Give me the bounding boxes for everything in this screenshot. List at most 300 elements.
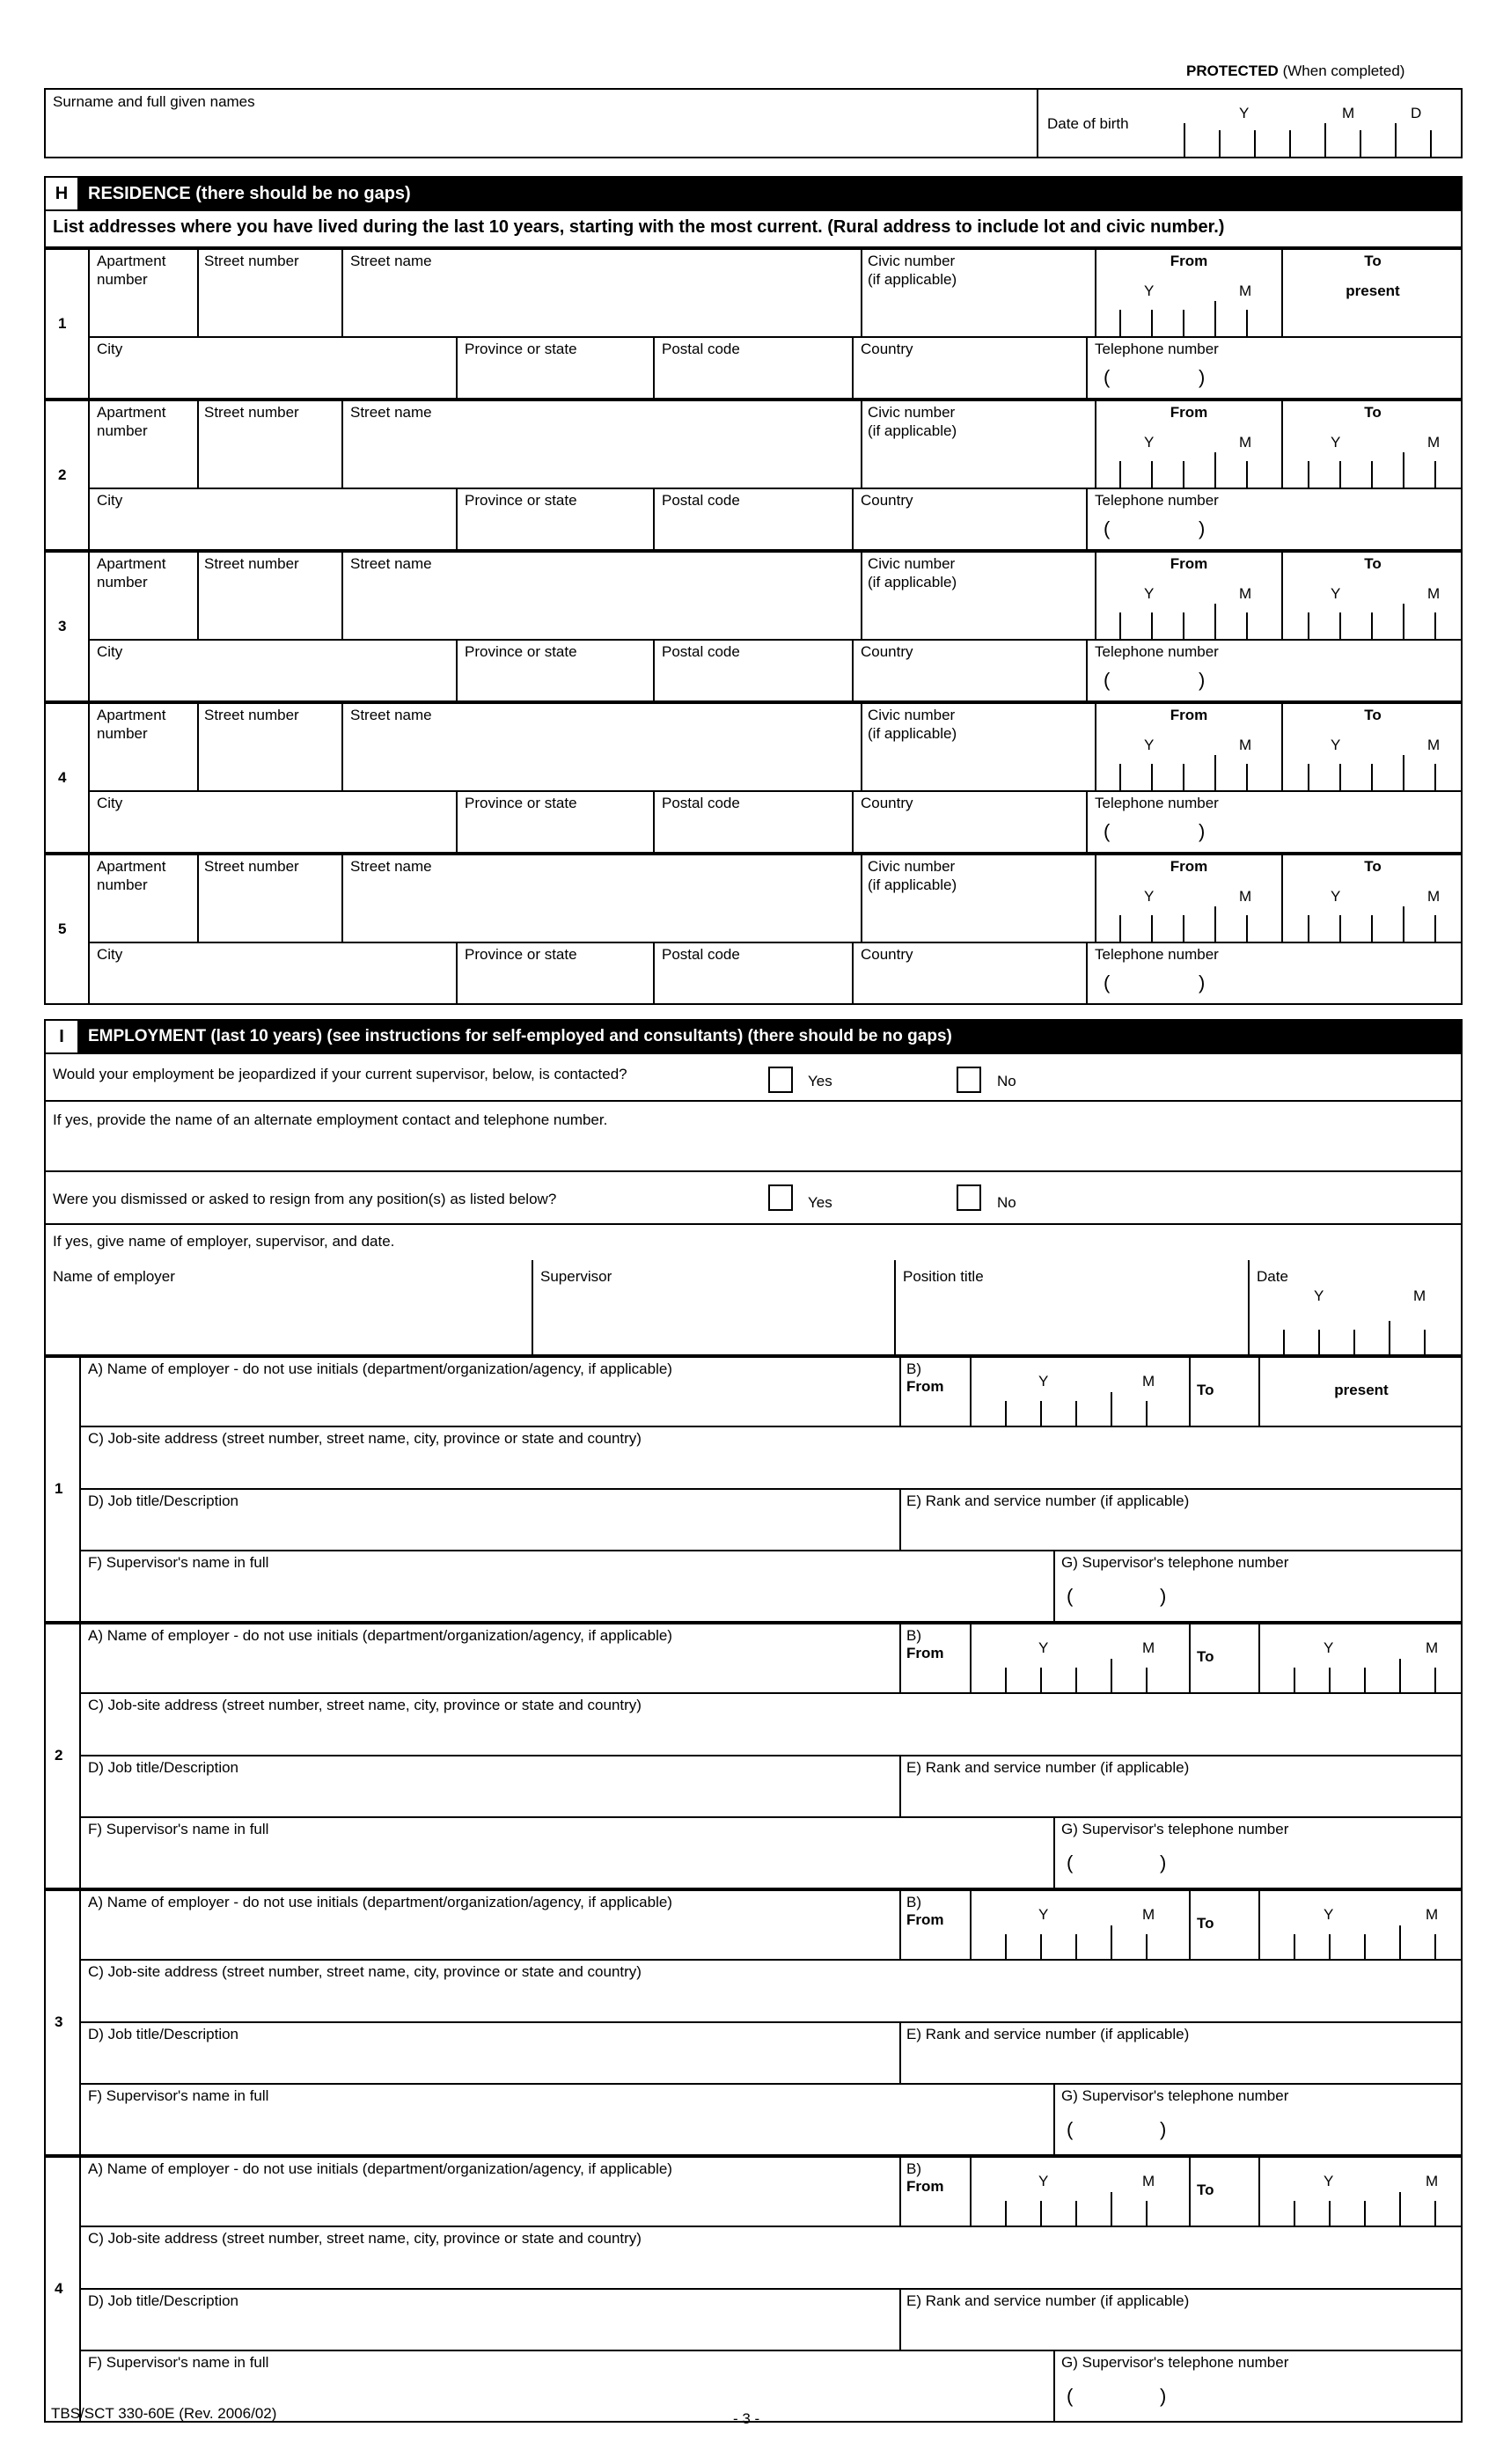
divider xyxy=(88,702,90,854)
from-label: From xyxy=(906,2178,944,2195)
date-digit-divider xyxy=(1430,130,1432,158)
from-label: From xyxy=(1170,858,1208,875)
apartment-number-field[interactable] xyxy=(92,593,194,635)
postal-code-label: Postal code xyxy=(662,946,740,963)
street-number-field[interactable] xyxy=(201,727,338,787)
divider xyxy=(79,2350,1463,2351)
postal-code-label: Postal code xyxy=(662,795,740,811)
job-site-address-label: C) Job-site address (street number, street name, city, province or state and country) xyxy=(88,1963,642,1980)
to-label: To xyxy=(1364,253,1382,269)
civic-number-label: Civic number xyxy=(868,707,956,723)
area-code-close: ) xyxy=(1199,517,1206,539)
postal-code-label: Postal code xyxy=(662,643,740,660)
date-digit-divider xyxy=(1395,123,1397,158)
divider xyxy=(79,1816,1463,1818)
rank-service-number-field[interactable] xyxy=(903,1779,1457,1815)
divider xyxy=(456,336,458,400)
city-field[interactable] xyxy=(92,815,452,850)
divider xyxy=(1053,1816,1055,1889)
area-code-close: ) xyxy=(1199,820,1206,842)
from-label: B) xyxy=(906,1360,921,1377)
from-date-field[interactable] xyxy=(973,1382,1186,1423)
province-field[interactable] xyxy=(459,966,649,1001)
year-label: Y xyxy=(1331,434,1341,451)
rank-service-number-label: E) Rank and service number (if applicable) xyxy=(906,2026,1190,2042)
apartment-number-field[interactable] xyxy=(92,290,194,333)
job-site-address-field[interactable] xyxy=(84,1450,1457,1485)
jeopardized-yes-checkbox[interactable] xyxy=(768,1067,793,1093)
year-label: Y xyxy=(1331,737,1341,753)
rank-service-number-label: E) Rank and service number (if applicable) xyxy=(906,1492,1190,1509)
month-label: M xyxy=(1142,1906,1155,1923)
employer-name-field[interactable] xyxy=(84,1381,896,1423)
divider xyxy=(1086,336,1088,400)
street-number-field[interactable] xyxy=(201,424,338,484)
to-date-field[interactable] xyxy=(1287,751,1459,788)
job-site-address-field[interactable] xyxy=(84,2250,1457,2285)
divider xyxy=(1037,88,1038,158)
protected-label: PROTECTED xyxy=(1186,62,1279,79)
divider xyxy=(456,790,458,854)
street-number-field[interactable] xyxy=(201,273,338,333)
civic-number-field[interactable] xyxy=(864,442,1091,484)
divider xyxy=(861,702,862,790)
year-label: Y xyxy=(1324,1906,1334,1923)
city-field[interactable] xyxy=(92,512,452,547)
row-number: 4 xyxy=(55,2280,63,2297)
divider xyxy=(1258,2156,1260,2226)
street-name-label: Street name xyxy=(350,253,432,269)
street-name-field[interactable] xyxy=(345,727,857,787)
telephone-field[interactable] xyxy=(1091,363,1459,398)
province-field[interactable] xyxy=(459,361,649,396)
street-number-field[interactable] xyxy=(201,878,338,938)
divider xyxy=(1086,639,1088,702)
street-name-label: Street name xyxy=(350,707,432,723)
apartment-number-label: number xyxy=(97,574,148,590)
province-field[interactable] xyxy=(459,664,649,699)
job-title-label: D) Job title/Description xyxy=(88,2026,239,2042)
date-digit-divider xyxy=(1360,130,1361,158)
from-date-field[interactable] xyxy=(973,1916,1186,1956)
divider xyxy=(88,854,90,1005)
street-name-field[interactable] xyxy=(345,273,857,333)
to-label: To xyxy=(1197,2182,1214,2198)
no-label: No xyxy=(997,1073,1016,1089)
divider xyxy=(1189,1889,1191,1959)
rank-service-number-field[interactable] xyxy=(903,2046,1457,2081)
province-field[interactable] xyxy=(459,512,649,547)
city-label: City xyxy=(97,643,123,660)
area-code-close: ) xyxy=(1160,2385,1167,2407)
street-number-label: Street number xyxy=(204,858,299,875)
from-date-field[interactable] xyxy=(1100,599,1276,636)
divider xyxy=(852,488,854,551)
section-letter: H xyxy=(46,178,77,209)
civic-number-label: (if applicable) xyxy=(868,574,957,590)
section-i-header xyxy=(44,1019,1463,1054)
country-field[interactable] xyxy=(855,361,1082,396)
employer-name-field[interactable] xyxy=(84,2181,896,2223)
month-label: M xyxy=(1142,1639,1155,1656)
apartment-number-field[interactable] xyxy=(92,896,194,938)
telephone-label: Telephone number xyxy=(1095,492,1219,509)
month-label: M xyxy=(1239,737,1252,753)
street-number-field[interactable] xyxy=(201,576,338,635)
to-date-field[interactable] xyxy=(1262,1649,1459,1690)
postal-code-field[interactable] xyxy=(656,361,848,396)
to-label: To xyxy=(1364,555,1382,572)
area-code-open: ( xyxy=(1104,669,1111,691)
divider xyxy=(88,790,1463,792)
telephone-label: Telephone number xyxy=(1095,946,1219,963)
to-date-field[interactable] xyxy=(1287,448,1459,485)
divider xyxy=(79,2226,1463,2227)
divider xyxy=(1189,1623,1191,1692)
employer-name-field[interactable] xyxy=(84,1647,896,1690)
apartment-number-field[interactable] xyxy=(92,442,194,484)
surname-field[interactable] xyxy=(48,113,1034,157)
divider xyxy=(532,1260,533,1356)
divider xyxy=(1086,488,1088,551)
telephone-field[interactable] xyxy=(1091,665,1459,700)
divider xyxy=(79,1692,1463,1694)
row-number: 4 xyxy=(58,769,67,786)
alternate-contact-field[interactable] xyxy=(48,1131,1456,1168)
row-number: 1 xyxy=(58,315,67,332)
from-date-field[interactable] xyxy=(973,1649,1186,1690)
supervisor-telephone-label: G) Supervisor's telephone number xyxy=(1061,2354,1289,2371)
divider xyxy=(970,1356,972,1426)
city-label: City xyxy=(97,946,123,963)
from-date-field[interactable] xyxy=(1100,448,1276,485)
divider xyxy=(79,1426,1463,1427)
employer-name-label: A) Name of employer - do not use initials (department/organization/agency, if applicable) xyxy=(88,1627,672,1644)
date-month-label: M xyxy=(1413,1287,1426,1304)
divider xyxy=(861,400,862,488)
divider xyxy=(970,2156,972,2226)
apartment-number-label: Apartment xyxy=(97,555,166,572)
street-number-label: Street number xyxy=(204,555,299,572)
date-digit-divider xyxy=(1353,1330,1355,1356)
divider xyxy=(1189,1356,1191,1426)
divider xyxy=(456,488,458,551)
civic-number-label: (if applicable) xyxy=(868,876,957,893)
country-label: Country xyxy=(861,341,913,357)
street-name-field[interactable] xyxy=(345,878,857,938)
to-date-field[interactable] xyxy=(1262,2182,1459,2223)
apartment-number-label: number xyxy=(97,422,148,439)
job-site-address-label: C) Job-site address (street number, street name, city, province or state and country) xyxy=(88,1697,642,1713)
divider xyxy=(861,551,862,639)
from-date-field[interactable] xyxy=(1100,902,1276,939)
civic-number-label: Civic number xyxy=(868,555,956,572)
job-title-field[interactable] xyxy=(84,2046,896,2081)
from-date-field[interactable] xyxy=(1100,751,1276,788)
from-label: From xyxy=(1170,253,1208,269)
divider xyxy=(456,639,458,702)
postal-code-field[interactable] xyxy=(656,512,848,547)
job-site-address-label: C) Job-site address (street number, street name, city, province or state and country) xyxy=(88,2230,642,2247)
to-label: To xyxy=(1364,858,1382,875)
divider xyxy=(197,551,199,639)
divider xyxy=(456,942,458,1005)
street-number-label: Street number xyxy=(204,404,299,421)
supervisor-name-field[interactable] xyxy=(84,1574,1049,1620)
job-title-field[interactable] xyxy=(84,1513,896,1548)
from-date-field[interactable] xyxy=(1100,297,1276,334)
divider xyxy=(970,1623,972,1692)
section-title: EMPLOYMENT (last 10 years) (see instructions for self-employed and consultants) (there should be no gaps) xyxy=(88,1027,952,1045)
apartment-number-label: number xyxy=(97,876,148,893)
divider xyxy=(1086,790,1088,854)
date-digit-divider xyxy=(1389,1321,1390,1356)
month-label: M xyxy=(1427,434,1441,451)
divider xyxy=(1053,2350,1055,2423)
alternate-contact-label: If yes, provide the name of an alternate employment contact and telephone number. xyxy=(53,1111,608,1128)
postal-code-field[interactable] xyxy=(656,664,848,699)
from-date-field[interactable] xyxy=(973,2182,1186,2223)
month-label: M xyxy=(1427,585,1441,602)
row-number: 2 xyxy=(55,1747,63,1764)
year-label: Y xyxy=(1324,1639,1334,1656)
from-label: From xyxy=(1170,707,1208,723)
dismissed-supervisor-field[interactable] xyxy=(537,1289,889,1353)
employer-name-label: A) Name of employer - do not use initials (department/organization/agency, if applicable) xyxy=(88,2160,672,2177)
civic-number-field[interactable] xyxy=(864,744,1091,787)
divider xyxy=(852,336,854,400)
job-title-label: D) Job title/Description xyxy=(88,1492,239,1509)
to-label: To xyxy=(1364,404,1382,421)
row-number: 3 xyxy=(55,2013,63,2030)
divider xyxy=(899,1356,901,1426)
divider xyxy=(88,488,1463,489)
to-date-field[interactable] xyxy=(1287,599,1459,636)
month-label: M xyxy=(1239,434,1252,451)
divider xyxy=(44,1170,1463,1172)
to-label: To xyxy=(1197,1915,1214,1932)
dob-month-label: M xyxy=(1342,105,1355,121)
civic-number-field[interactable] xyxy=(864,593,1091,635)
civic-number-field[interactable] xyxy=(864,896,1091,938)
divider xyxy=(88,942,1463,943)
divider xyxy=(1258,1623,1260,1692)
from-label: From xyxy=(906,1378,944,1395)
year-label: Y xyxy=(1144,585,1155,602)
month-label: M xyxy=(1426,1639,1439,1656)
civic-number-field[interactable] xyxy=(864,290,1091,333)
apartment-number-label: number xyxy=(97,271,148,288)
rank-service-number-label: E) Rank and service number (if applicable) xyxy=(906,2292,1190,2309)
divider xyxy=(1053,1550,1055,1623)
area-code-open: ( xyxy=(1067,2385,1074,2407)
dismissed-employer-label: Name of employer xyxy=(53,1268,175,1285)
apartment-number-label: Apartment xyxy=(97,253,166,269)
divider xyxy=(861,248,862,336)
divider xyxy=(79,2021,1463,2023)
postal-code-label: Postal code xyxy=(662,341,740,357)
year-label: Y xyxy=(1331,888,1341,905)
divider xyxy=(341,400,343,488)
telephone-label: Telephone number xyxy=(1095,643,1219,660)
civic-number-label: (if applicable) xyxy=(868,271,957,288)
dob-label: Date of birth xyxy=(1047,115,1129,132)
form-identifier: TBS/SCT 330-60E (Rev. 2006/02) xyxy=(51,2405,277,2422)
to-label: To xyxy=(1197,1648,1214,1665)
rank-service-number-field[interactable] xyxy=(903,2313,1457,2348)
divider xyxy=(899,1488,901,1550)
supervisor-name-label: F) Supervisor's name in full xyxy=(88,2354,269,2371)
year-label: Y xyxy=(1144,888,1155,905)
telephone-field[interactable] xyxy=(1091,817,1459,852)
month-label: M xyxy=(1426,1906,1439,1923)
apartment-number-field[interactable] xyxy=(92,744,194,787)
year-label: Y xyxy=(1038,2173,1049,2189)
supervisor-name-field[interactable] xyxy=(84,2108,1049,2153)
country-label: Country xyxy=(861,492,913,509)
to-date-field[interactable] xyxy=(1287,902,1459,939)
divider xyxy=(44,1223,1463,1225)
street-number-label: Street number xyxy=(204,253,299,269)
postal-code-label: Postal code xyxy=(662,492,740,509)
apartment-number-label: Apartment xyxy=(97,858,166,875)
row-number: 2 xyxy=(58,466,67,483)
dismissed-no-checkbox[interactable] xyxy=(957,1184,981,1211)
street-name-field[interactable] xyxy=(345,576,857,635)
supervisor-name-field[interactable] xyxy=(84,1841,1049,1887)
country-field[interactable] xyxy=(855,815,1082,850)
row-number: 3 xyxy=(58,618,67,634)
divider xyxy=(1086,942,1088,1005)
supervisor-telephone-label: G) Supervisor's telephone number xyxy=(1061,1554,1289,1571)
no-label: No xyxy=(997,1194,1016,1211)
province-label: Province or state xyxy=(465,795,577,811)
dismissed-date-label: Date xyxy=(1257,1268,1288,1285)
supervisor-telephone-field[interactable] xyxy=(1058,2109,1457,2153)
month-label: M xyxy=(1239,888,1252,905)
if-yes-give-label: If yes, give name of employer, supervisor, and date. xyxy=(53,1233,395,1250)
job-site-address-field[interactable] xyxy=(84,1984,1457,2019)
area-code-open: ( xyxy=(1104,366,1111,388)
supervisor-telephone-field[interactable] xyxy=(1058,1576,1457,1620)
year-label: Y xyxy=(1324,2173,1334,2189)
supervisor-name-label: F) Supervisor's name in full xyxy=(88,1554,269,1571)
job-site-address-field[interactable] xyxy=(84,1717,1457,1752)
country-field[interactable] xyxy=(855,664,1082,699)
supervisor-telephone-field[interactable] xyxy=(1058,1843,1457,1887)
rank-service-number-field[interactable] xyxy=(903,1513,1457,1548)
area-code-close: ) xyxy=(1160,1585,1167,1607)
province-label: Province or state xyxy=(465,492,577,509)
province-label: Province or state xyxy=(465,946,577,963)
apartment-number-label: Apartment xyxy=(97,404,166,421)
date-digit-divider xyxy=(1324,123,1326,158)
from-label: From xyxy=(906,1911,944,1928)
supervisor-telephone-field[interactable] xyxy=(1058,2376,1457,2420)
area-code-open: ( xyxy=(1104,820,1111,842)
divider xyxy=(894,1260,896,1356)
city-label: City xyxy=(97,795,123,811)
divider xyxy=(653,639,655,702)
civic-number-label: (if applicable) xyxy=(868,422,957,439)
job-title-label: D) Job title/Description xyxy=(88,1759,239,1776)
jeopardized-no-checkbox[interactable] xyxy=(957,1067,981,1093)
divider xyxy=(79,1488,1463,1490)
month-label: M xyxy=(1426,2173,1439,2189)
divider xyxy=(79,2083,1463,2085)
divider xyxy=(1189,2156,1191,2226)
date-digit-divider xyxy=(1254,130,1256,158)
dismissed-question: Were you dismissed or asked to resign from any position(s) as listed below? xyxy=(53,1191,557,1207)
from-label: From xyxy=(906,1645,944,1661)
country-field[interactable] xyxy=(855,512,1082,547)
employer-name-label: A) Name of employer - do not use initials (department/organization/agency, if applicable) xyxy=(88,1894,672,1910)
divider xyxy=(899,1889,901,1959)
city-field[interactable] xyxy=(92,966,452,1001)
month-label: M xyxy=(1427,737,1441,753)
year-label: Y xyxy=(1144,282,1155,299)
divider xyxy=(88,336,1463,338)
employer-name-label: A) Name of employer - do not use initials (department/organization/agency, if applicable) xyxy=(88,1360,672,1377)
postal-code-field[interactable] xyxy=(656,815,848,850)
to-date-field[interactable] xyxy=(1262,1916,1459,1956)
area-code-open: ( xyxy=(1067,2118,1074,2140)
telephone-field[interactable] xyxy=(1091,514,1459,549)
supervisor-telephone-label: G) Supervisor's telephone number xyxy=(1061,1821,1289,1837)
province-field[interactable] xyxy=(459,815,649,850)
date-digit-divider xyxy=(1424,1330,1426,1356)
supervisor-telephone-label: G) Supervisor's telephone number xyxy=(1061,2087,1289,2104)
divider xyxy=(852,942,854,1005)
dismissed-yes-checkbox[interactable] xyxy=(768,1184,793,1211)
city-field[interactable] xyxy=(92,664,452,699)
divider xyxy=(88,400,90,551)
section-letter: I xyxy=(46,1021,77,1052)
street-name-field[interactable] xyxy=(345,424,857,484)
surname-label: Surname and full given names xyxy=(53,93,255,110)
section-title: RESIDENCE (there should be no gaps) xyxy=(88,184,411,203)
divider xyxy=(852,639,854,702)
dob-field[interactable] xyxy=(1162,123,1452,158)
job-title-field[interactable] xyxy=(84,2313,896,2348)
year-label: Y xyxy=(1144,737,1155,753)
dob-year-label: Y xyxy=(1239,105,1250,121)
job-title-field[interactable] xyxy=(84,1779,896,1815)
city-label: City xyxy=(97,492,123,509)
area-code-open: ( xyxy=(1067,1852,1074,1874)
postal-code-field[interactable] xyxy=(656,966,848,1001)
dismissed-employer-field[interactable] xyxy=(48,1289,528,1353)
employer-name-field[interactable] xyxy=(84,1914,896,1956)
job-title-label: D) Job title/Description xyxy=(88,2292,239,2309)
area-code-open: ( xyxy=(1104,517,1111,539)
city-field[interactable] xyxy=(92,361,452,396)
yes-label: Yes xyxy=(808,1073,832,1089)
section-h-header xyxy=(44,176,1463,211)
dismissed-position-field[interactable] xyxy=(899,1289,1243,1353)
country-label: Country xyxy=(861,946,913,963)
country-label: Country xyxy=(861,795,913,811)
divider xyxy=(197,400,199,488)
country-field[interactable] xyxy=(855,966,1082,1001)
civic-number-label: Civic number xyxy=(868,858,956,875)
divider xyxy=(899,1755,901,1816)
residence-instruction: List addresses where you have lived during the last 10 years, starting with the most current. (Rural address to include lot and civic number.) xyxy=(53,217,1225,237)
date-digit-divider xyxy=(1184,123,1185,158)
to-present-value: present xyxy=(1346,282,1400,299)
from-label: B) xyxy=(906,1894,921,1910)
telephone-field[interactable] xyxy=(1091,968,1459,1003)
